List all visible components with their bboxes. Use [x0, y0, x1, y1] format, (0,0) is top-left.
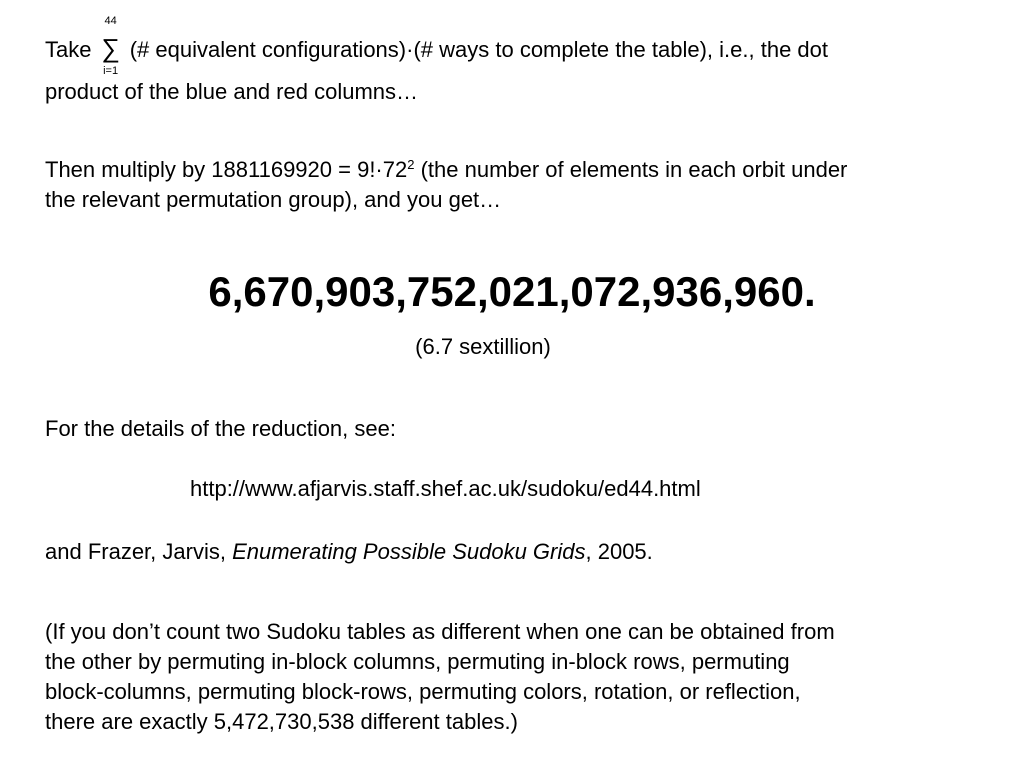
closing-line-1: (If you don’t count two Sudoku tables as different when one can be obtained from [45, 619, 835, 644]
multiply-text-post: (the number of elements in each orbit under [414, 157, 848, 182]
reference-citation [45, 537, 653, 567]
summation-lower-limit: i=1 [103, 65, 119, 77]
closing-line-3: block-columns, permuting block-rows, permuting colors, rotation, or reflection, [45, 679, 801, 704]
take-word: Take [45, 37, 92, 62]
summation-symbol [98, 15, 124, 77]
closing-paragraph [45, 617, 835, 737]
result-number: 6,670,903,752,021,072,936,960. [208, 268, 816, 315]
multiply-paragraph [45, 155, 847, 215]
sum-formula-line [45, 15, 828, 77]
citation-title: Enumerating Possible Sudoku Grids [232, 539, 586, 564]
details-intro: For the details of the reduction, see: [45, 416, 396, 441]
exponent: 2 [407, 157, 415, 172]
sum-formula-line-2: product of the blue and red columns… [45, 79, 419, 104]
closing-line-4: there are exactly 5,472,730,538 different tables.) [45, 709, 518, 734]
sum-description: (# equivalent configurations)·(# ways to complete the table), i.e., the dot [129, 37, 828, 62]
citation-year: , 2005. [585, 539, 653, 564]
multiply-text-pre: Then multiply by 1881169920 = 9!·72 [45, 157, 408, 182]
closing-line-2: the other by permuting in-block columns, permuting in-block rows, permuting [45, 649, 790, 674]
citation-authors: and Frazer, Jarvis, [45, 539, 233, 564]
summation-upper-limit: 44 [104, 15, 117, 27]
multiply-text-line2: the relevant permutation group), and you get… [45, 187, 502, 212]
sigma-glyph: ∑ [101, 33, 120, 63]
reference-link[interactable]: http://www.afjarvis.staff.shef.ac.uk/sudoku/ed44.html [190, 476, 701, 501]
result-note: (6.7 sextillion) [415, 334, 551, 359]
